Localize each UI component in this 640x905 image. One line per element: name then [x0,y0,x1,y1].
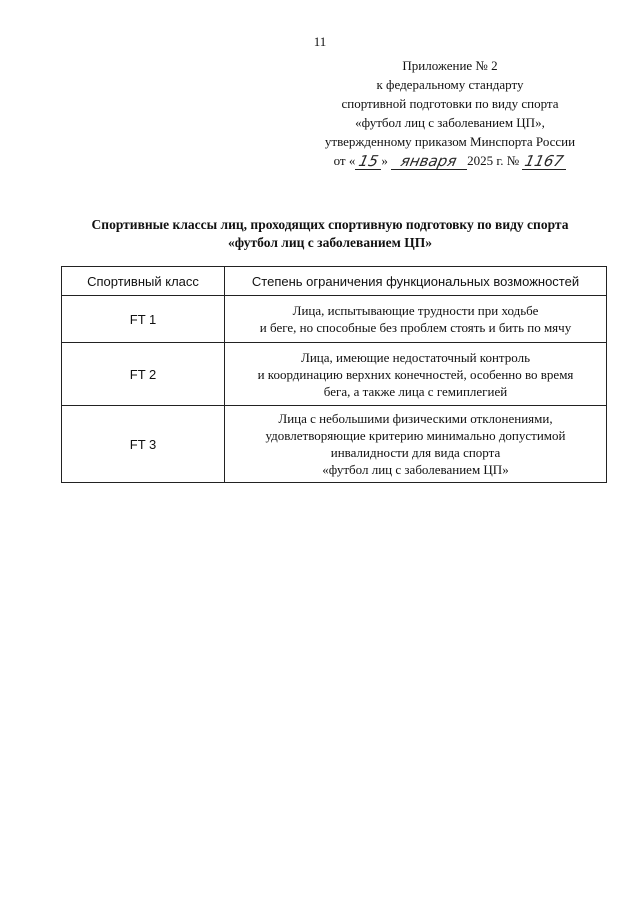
order-day-handwritten: 15 [356,152,380,170]
description-line: Лица, испытывающие трудности при ходьбе [292,303,539,318]
description-line: инвалидности для вида спорта [330,445,501,460]
order-month-field [391,153,467,170]
description-line: Лица, имеющие недостаточный контроль [301,349,530,365]
page-number: 11 [313,34,327,49]
table-header-row [62,267,607,296]
appendix-line: утвержденному приказом Минспорта России [324,134,576,149]
description-cell [225,406,607,483]
order-number-handwritten: 1167 [523,152,566,170]
order-date-line [300,151,600,170]
description-line: удовлетворяющие критерию минимально допустимой [265,428,566,443]
description-line: «футбол лиц с заболеванием ЦП» [322,462,509,477]
order-day-field [355,153,381,170]
table-row [62,406,607,483]
order-mid: » [381,153,388,168]
description-line: Лица с небольшими физическими отклонениями, [278,411,553,426]
title-line-2: «футбол лиц с заболеванием ЦП» [228,235,432,250]
order-prefix: от « [333,153,356,168]
class-cell: FT 1 [62,296,225,343]
order-year-text: 2025 г. № [467,153,520,168]
description-cell [225,296,607,343]
header-class: Спортивный класс [62,267,225,296]
class-cell: FT 2 [62,343,225,406]
appendix-line: спортивной подготовки по виду спорта [341,96,559,111]
document-title [40,216,620,252]
description-line: бега, а также лица с гемиплегией [323,383,508,399]
description-line: и беге, но способные без проблем стоять и бить по мячу [259,320,572,335]
appendix-line: Приложение № 2 [402,58,498,73]
order-number-field [522,153,566,170]
sport-classes-table [61,266,607,483]
appendix-header [300,56,600,170]
header-description: Степень ограничения функциональных возможностей [225,267,607,296]
table-row [62,296,607,343]
appendix-line: «футбол лиц с заболеванием ЦП», [355,115,545,130]
description-line: и координацию верхних конечностей, особенно во время [257,366,574,382]
class-cell: FT 3 [62,406,225,483]
appendix-line: к федеральному стандарту [376,77,524,92]
description-cell [225,343,607,406]
table-row [62,343,607,406]
title-line-1: Спортивные классы лиц, проходящих спортивную подготовку по виду спорта [91,217,569,232]
order-month-handwritten: января [399,152,459,170]
